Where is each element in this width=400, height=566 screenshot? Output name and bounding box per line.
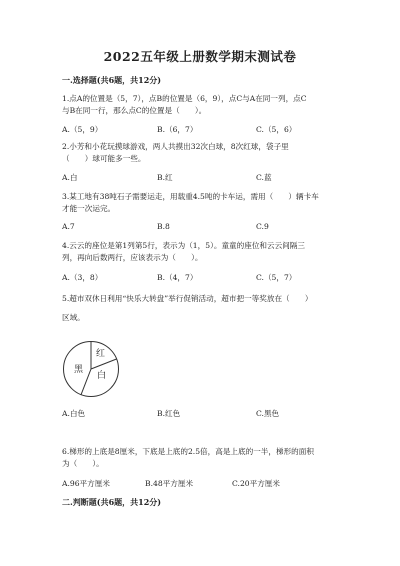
question-2-line-2: （ ）球可能多一些。: [62, 154, 146, 163]
question-4-line-1: 4.云云的座位是第1列第5行，表示为（1，5）。童童的座位和云云间隔三: [62, 241, 305, 250]
question-2: [62, 141, 289, 165]
question-3-line-1: 3.某工地有38吨石子需要运走，用载重4.5吨的卡车运，需用（ ）辆卡车: [62, 192, 319, 201]
question-4-line-2: 列，再向后数两行，应该表示为（ ）。: [62, 253, 203, 262]
q5-option-a: A.白色: [62, 409, 86, 418]
q2-option-c: C.蓝: [256, 173, 272, 182]
q1-option-c: C.（5，6）: [256, 125, 297, 134]
question-3-line-2: 才能一次运完。: [62, 204, 116, 213]
q1-option-b: B.（6，7）: [157, 125, 198, 134]
q2-option-a: A.白: [62, 173, 78, 182]
question-3: [62, 191, 319, 215]
question-6-line-1: 6.梯形的上底是8厘米，下底是上底的2.5倍，高是上底的一半，梯形的面积: [62, 447, 314, 456]
q5-option-b: B.红色: [157, 409, 181, 418]
q6-option-c: C.20平方厘米: [232, 479, 280, 488]
prize-wheel-diagram: [62, 340, 120, 398]
q6-option-b: B.48平方厘米: [145, 479, 194, 488]
pie-label-white: 白: [97, 371, 107, 381]
q4-option-c: C.（5，7）: [256, 273, 297, 282]
q4-option-a: A.（3，8）: [62, 273, 103, 282]
page-title: 2022五年级上册数学期末测试卷: [103, 49, 297, 64]
q1-option-a: A.（5，9）: [62, 125, 103, 134]
q3-option-b: B.8: [157, 222, 170, 231]
q5-option-c: C.黑色: [256, 409, 280, 418]
question-6-line-2: 为（ ）。: [62, 459, 104, 468]
q2-option-b: B.红: [157, 173, 173, 182]
q4-option-b: B.（4，7）: [157, 273, 198, 282]
question-6: [62, 446, 314, 470]
q3-option-c: C.9: [256, 222, 269, 231]
question-1-line-1: 1.点A的位置是（5，7），点B的位置是（6，9），点C与A在同一列，点C: [62, 94, 307, 103]
question-1-line-2: 与B在同一行，那么点C的位置是（ ）。: [62, 106, 207, 115]
q6-option-a: A.96平方厘米: [62, 479, 110, 488]
question-2-line-1: 2.小芳和小花玩摸球游戏，两人共摸出32次白球，8次红球，袋子里: [62, 142, 289, 151]
question-5-line-2: 区域。: [62, 313, 85, 322]
pie-label-black: 黑: [74, 365, 84, 375]
pie-label-red: 红: [96, 349, 106, 359]
section-heading-choice: 一.选择题(共6题，共12分): [62, 75, 162, 85]
question-1: [62, 93, 307, 117]
q3-option-a: A.7: [62, 222, 75, 231]
question-4: [62, 240, 305, 264]
section-heading-judgment: 二.判断题(共6题，共12分): [62, 497, 162, 507]
question-5-line-1: 5.超市双休日利用“快乐大转盘”举行促销活动，超市把一等奖放在（ ）: [62, 294, 313, 303]
